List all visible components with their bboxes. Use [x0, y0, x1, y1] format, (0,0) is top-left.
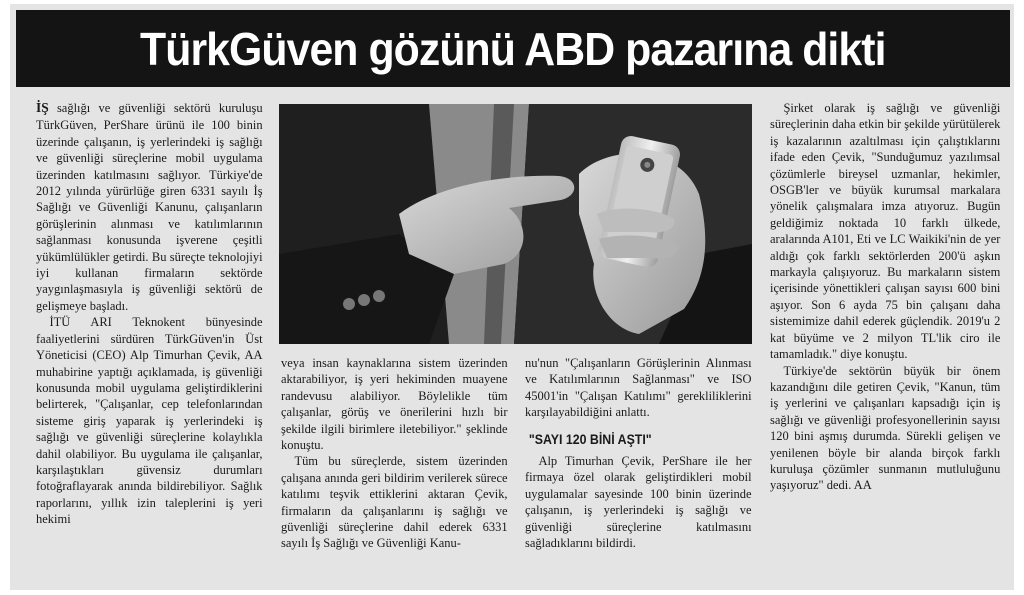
article-column-2 [281, 355, 508, 577]
paragraph: nu'nun "Çalışanların Görüşlerinin Alınması ve Katılımlarının Sağlanması" ve ISO 45001'in "Çalışan Katılımı" gerekliliklerini karşılayabildiğini anlattı. [525, 355, 752, 420]
headline-bar [16, 10, 1010, 87]
subheading: "SAYI 120 BİNİ AŞTI" [528, 430, 652, 447]
article-column-3 [525, 355, 752, 577]
article-column-1 [36, 100, 263, 578]
paragraph: Türkiye'de sektörün büyük bir önem kazandığını dile getiren Çevik, "Kanun, tüm iş yerlerini ve çalışanları kapsadığı için iş sağlığı ve güvenliği profesyonellerinin sayısı 120 bini aşmış durumda. Sürekli gelişen ve yenilenen böyle bir alanda birçok farklı kuruluşa çözümler sunmanın mutluluğunu yaşıyoruz" dedi. AA [770, 362, 1001, 493]
paragraph: İTÜ ARI Teknokent bünyesinde faaliyetlerini sürdüren TürkGüven'in Üst Yöneticisi (CEO) Alp Timurhan Çevik, AA muhabirine yaptığı açıklamada, iş güvenliği konusunda mobil uygulama geliştirdiklerini belirterek, "Çalışanlar, cep telefonlarından sisteme giriş yaparak iş yerlerindeki iş sağlığı ve güvenliği süreçlerine kolaylıkla dahil olabiliyor. Bu uygulama ile çalışanlar, karşılaştıkları güvensiz durumları fotoğraflayarak anında bildirebiliyor. Sağlık raporlarını, yıllık izin taleplerini iş yeri hekimi [36, 314, 263, 527]
headline: TürkGüven gözünü ABD pazarına dikti [140, 22, 886, 75]
article-column-4 [770, 100, 1000, 578]
paragraph-text: sağlığı ve güvenliği sektörü kuruluşu TürkGüven, PerShare ürünü ile 100 binin üzerinde çalışanın, iş yerlerindeki iş sağlığı ve güvenliği süreçlerine mobil uygulama üzerinden katılmasını sağlıyor. Türkiye'de 2012 yılında yürürlüğe giren 6331 sayılı İş Sağlığı ve Güvenliği Kanunu, çalışanların görüşlerinin alınması ve katılımlarının sağlanması konusunda işverene çeşitli yükümlülükler getirdi. Bu süreçte teknolojiyi iyi kullanan firmaların sektörde yaygınlaşmasıyla iş güvenliği sektörü de gelişmeye başladı. [36, 100, 263, 313]
dropcap: İŞ [36, 101, 49, 116]
paragraph: Alp Timurhan Çevik, PerShare ile her firmaya özel olarak geliştirdikleri mobil uygulamalar sayesinde 100 binin üzerinde çalışanın, iş yerlerindeki iş sağlığı ve güvenliği süreçlerine katılmasını sağladıklarını bildirdi. [525, 453, 752, 551]
paragraph: Tüm bu süreçlerde, sistem üzerinden çalışana anında geri bildirim verilerek sürece katılımı teşvik ettiklerini aktaran Çevik, firmaların da çalışanlarını iş sağlığı ve güvenliği süreçlerine dahil ederek 6331 sayılı İş Sağlığı ve Güvenliği Kanu- [281, 453, 508, 551]
paragraph: veya insan kaynaklarına sistem üzerinden aktarabiliyor, iş yeri hekiminden muayene randevusu alabiliyor. Böylelikle tüm çalışanlar, görüş ve önerilerini hızlı bir şekilde ilgili birimlere iletebiliyor." şeklinde konuştu. [281, 355, 508, 453]
paragraph [36, 100, 263, 314]
paragraph: Şirket olarak iş sağlığı ve güvenliği süreçlerinin daha etkin bir şekilde yürütülerek iş kazalarının azaltılması için çalıştıklarını ifade eden Çevik, "Sunduğumuz yazılımsal çözümlerle bireysel uzmanlar, hekimler, OSGB'ler ve büyük kurumsal markalara yönelik çalışmalara imza atıyoruz. Bugün geldiğimiz noktada 10 farklı ülkede, aralarında A101, Eti ve LC Waikiki'nin de yer aldığı çok farklı sektörlerden 200'ü aşkın markayla çalışıyoruz. Bu markaların sistem içerisinde yönettikleri çalışan sayısı 600 bini aşıyor. Son 6 ayda 75 bin çalışanı daha sistemimize dahil ederek güçlendik. 2019'u 2 kat büyüme ve 2 milyon TL'lik ciro ile tamamladık." diye konuştu. [770, 100, 1001, 362]
smartphone-hands-photo [279, 104, 752, 344]
